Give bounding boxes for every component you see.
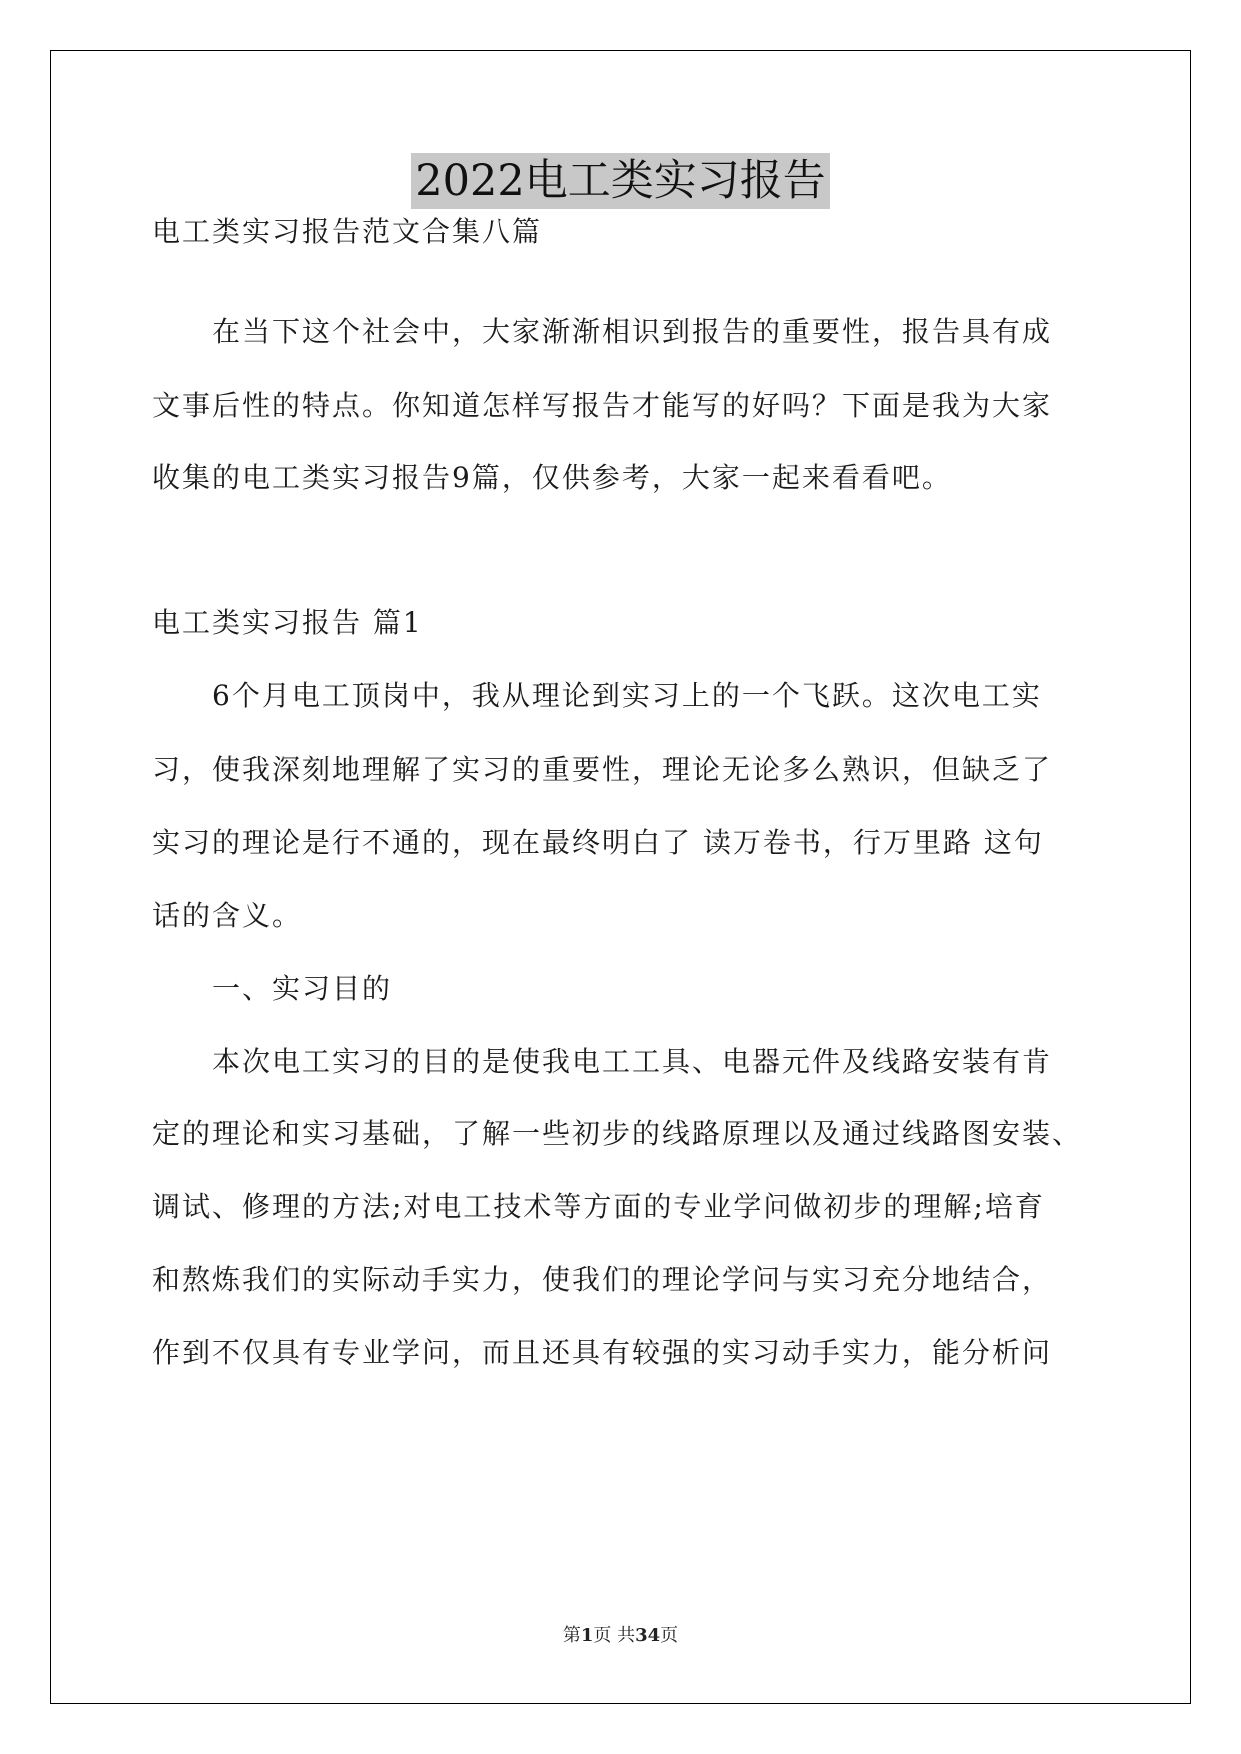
intro-line: 文事后性的特点。你知道怎样写报告才能写的好吗？下面是我为大家 [152, 389, 1053, 422]
paragraph-line: 6个月电工顶岗中，我从理论到实习上的一个飞跃。这次电工实 [212, 679, 1042, 712]
footer-page-number: 1 [580, 1625, 594, 1646]
footer-middle: 页 共 [593, 1625, 636, 1646]
paragraph-line: 实习的理论是行不通的，现在最终明白了 读万卷书，行万里路 这句 [152, 826, 1044, 859]
paragraph-line: 习，使我深刻地理解了实习的重要性，理论无论多么熟识，但缺乏了 [152, 753, 1053, 786]
footer-suffix: 页 [660, 1625, 679, 1646]
document-title: 2022电工类实习报告 [411, 153, 829, 209]
intro-line: 收集的电工类实习报告9篇，仅供参考，大家一起来看看吧。 [152, 461, 952, 494]
paragraph-line: 调试、修理的方法;对电工技术等方面的专业学问做初步的理解;培育 [152, 1190, 1045, 1223]
title-container [0, 153, 1241, 209]
subheading: 一、实习目的 [212, 972, 393, 1005]
footer-total-pages: 34 [635, 1625, 661, 1646]
section-heading: 电工类实习报告 篇1 [152, 606, 423, 639]
paragraph-line: 作到不仅具有专业学问，而且还具有较强的实习动手实力，能分析问 [152, 1336, 1053, 1369]
intro-line: 在当下这个社会中，大家渐渐相识到报告的重要性，报告具有成 [212, 315, 1053, 348]
paragraph-line: 和熬炼我们的实际动手实力，使我们的理论学问与实习充分地结合， [152, 1263, 1053, 1296]
paragraph-line: 定的理论和实习基础，了解一些初步的线路原理以及通过线路图安装、 [152, 1117, 1083, 1150]
page-footer [0, 1624, 1241, 1648]
document-subtitle: 电工类实习报告范文合集八篇 [152, 215, 543, 248]
page-border [50, 50, 1191, 1704]
paragraph-line: 话的含义。 [152, 899, 303, 932]
paragraph-line: 本次电工实习的目的是使我电工工具、电器元件及线路安装有肯 [212, 1045, 1053, 1078]
footer-prefix: 第 [562, 1625, 581, 1646]
